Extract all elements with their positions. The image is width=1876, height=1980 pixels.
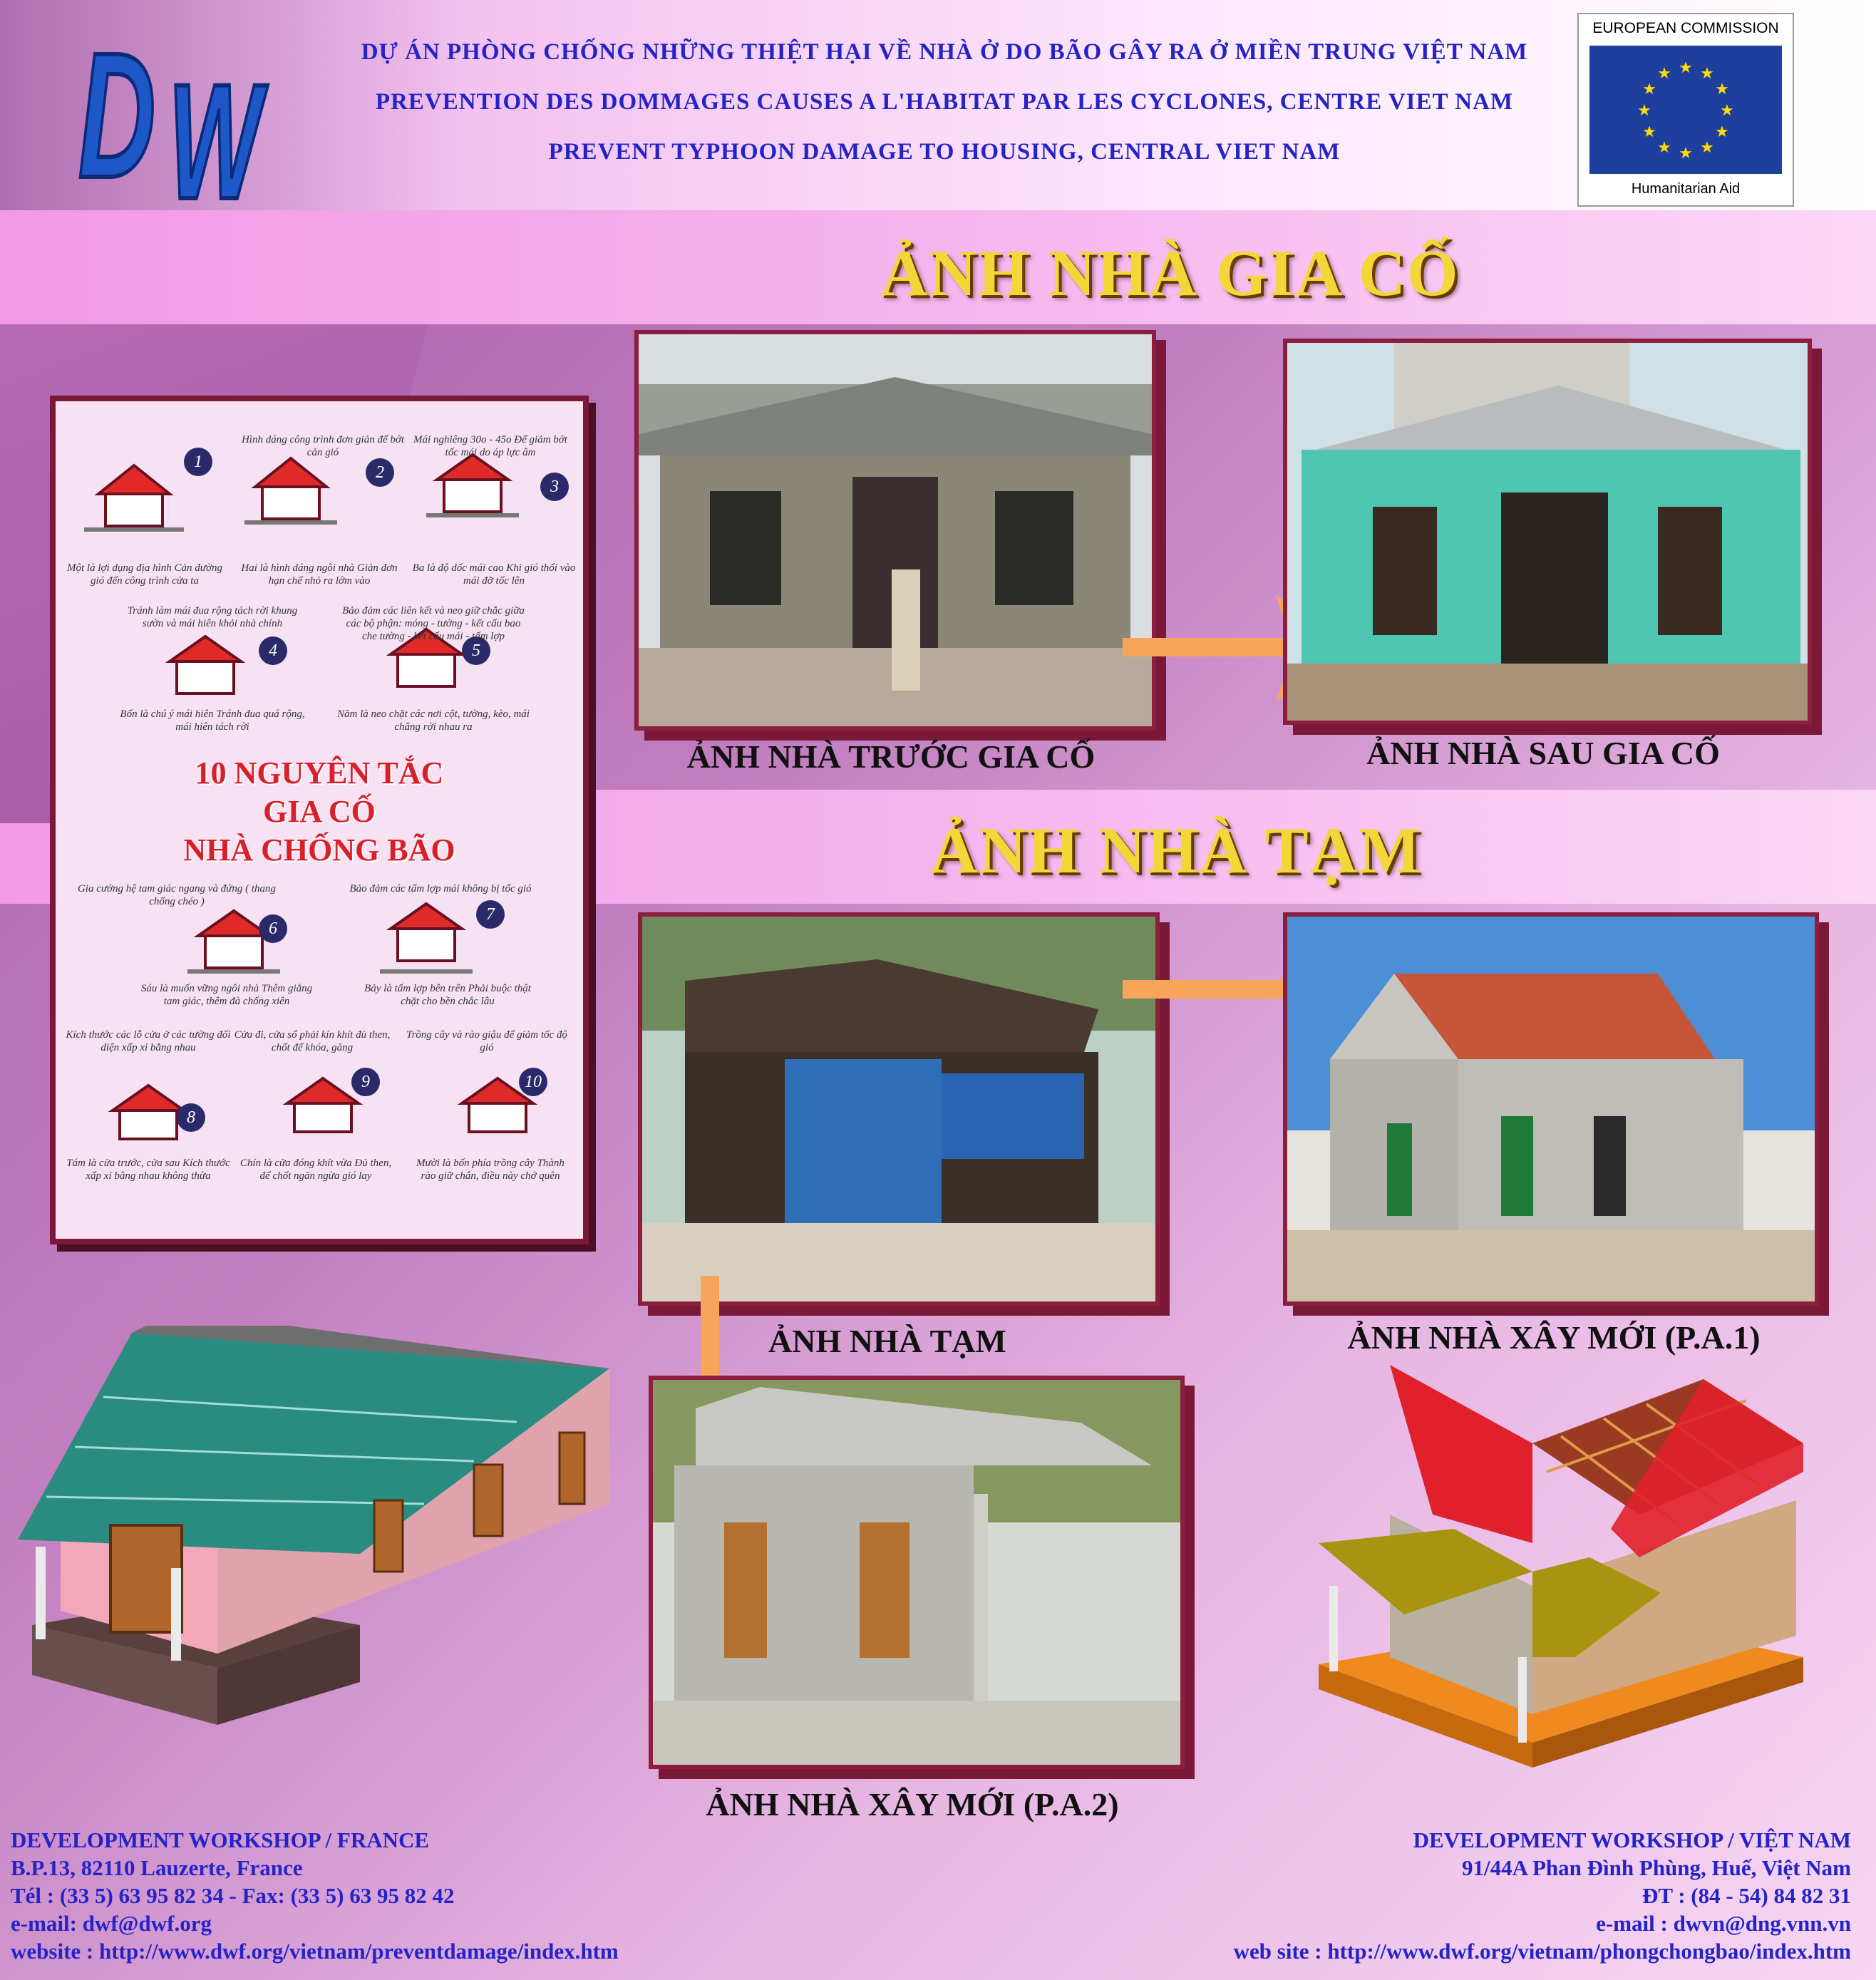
svg-text:★: ★ <box>1657 139 1671 157</box>
eu-flag-icon <box>1589 46 1782 174</box>
header-title-vi: DỰ ÁN PHÒNG CHỐNG NHỮNG THIỆT HẠI VỀ NHÀ Ở DO BÃO GÂY RA Ở MIỀN TRUNG VIỆT NAM <box>361 39 1528 65</box>
poster-title-line-2: GIA CỐ <box>263 794 376 829</box>
footer-left-website[interactable]: website : http://www.dwf.org/vietnam/preventdamage/index.htm <box>11 1939 619 1964</box>
principle-6-text: Sáu là muốn vững ngôi nhà Thêm giằng tam giác, thêm đà chống xiên <box>140 983 313 1007</box>
header-title-fr: PREVENTION DES DOMMAGES CAUSES A L'HABITAT PAR LES CYCLONES, CENTRE VIET NAM <box>375 89 1514 115</box>
principle-number-6: 6 <box>259 914 287 943</box>
principle-4-heading: Tránh làm mái đua rộng tách rời khung sườn và mái hiên khỏi nhà chính <box>127 605 298 629</box>
principle-9-text: Chín là cửa đóng khít vừa Đủ then, để chốt ngăn ngừa gió lay <box>239 1157 392 1182</box>
house-model-left-illustration <box>18 1326 624 1775</box>
header-title-en: PREVENT TYPHOON DAMAGE TO HOUSING, CENTRAL VIET NAM <box>548 139 1341 165</box>
caption-new-pa2: ẢNH NHÀ XÂY MỚI (P.A.2) <box>706 1786 1119 1822</box>
principle-number-2: 2 <box>366 458 394 487</box>
principle-number-4: 4 <box>259 636 287 665</box>
principle-10-heading: Trồng cây và rào giậu để giảm tốc độ gió <box>406 1029 567 1053</box>
footer-left-org: DEVELOPMENT WORKSHOP / FRANCE <box>11 1827 430 1852</box>
principle-9-heading: Cửa đi, cửa sổ phải kín khít đủ then, chốt để khóa, găng <box>234 1029 391 1053</box>
principle-10-text: Mười là bốn phía trồng cây Thành rào giữ chắn, điều này chớ quên <box>416 1157 565 1182</box>
footer-right-phone: ĐT : (84 - 54) 84 82 31 <box>1642 1883 1851 1908</box>
photo-house-before <box>634 330 1156 731</box>
photo-new-house-pa2 <box>649 1376 1185 1769</box>
svg-text:D: D <box>78 15 156 205</box>
ec-title: EUROPEAN COMMISSION <box>1592 20 1779 36</box>
poster-title-line-3: NHÀ CHỐNG BÃO <box>183 832 455 867</box>
footer-right-website[interactable]: web site : http://www.dwf.org/vietnam/phongchongbao/index.htm <box>1233 1939 1851 1964</box>
section-title-reinforced: ẢNH NHÀ GIA CỐ <box>880 237 1460 309</box>
footer-left <box>11 1826 619 1965</box>
svg-text:★: ★ <box>1679 145 1693 163</box>
photo-temporary-house <box>638 912 1160 1306</box>
ten-principles-poster <box>50 396 589 1244</box>
principle-number-7: 7 <box>476 900 505 929</box>
photo-new-house-pa1 <box>1283 912 1819 1306</box>
principle-number-9: 9 <box>351 1068 380 1096</box>
section-title-temporary: ẢNH NHÀ TẠM <box>930 814 1422 887</box>
footer-right-email[interactable]: e-mail : dwvn@dng.vnn.vn <box>1596 1911 1851 1936</box>
svg-text:★: ★ <box>1642 123 1656 141</box>
principle-2-heading: Hình dáng công trình đơn giản để bớt cản gió <box>241 434 405 458</box>
svg-text:W: W <box>168 50 262 205</box>
caption-after: ẢNH NHÀ SAU GIA CỐ <box>1366 735 1720 771</box>
svg-text:★: ★ <box>1637 102 1651 120</box>
principle-7-heading: Bảo đảm các tấm lợp mái không bị tốc gió <box>349 883 532 894</box>
svg-text:★: ★ <box>1720 102 1734 120</box>
caption-before: ẢNH NHÀ TRƯỚC GIA CỐ <box>686 738 1096 775</box>
caption-new-pa1: ẢNH NHÀ XÂY MỚI (P.A.1) <box>1347 1319 1761 1356</box>
principle-number-3: 3 <box>540 473 569 501</box>
svg-text:★: ★ <box>1715 123 1729 141</box>
principle-2-text: Hai là hình dáng ngôi nhà Giản đơn hạn chế nhỏ ra lớm vào <box>241 562 398 587</box>
svg-text:★: ★ <box>1679 59 1693 77</box>
principle-6-heading: Gia cường hệ tam giác ngang và đứng ( thang chống chéo ) <box>77 883 277 907</box>
footer-right-org: DEVELOPMENT WORKSHOP / VIỆT NAM <box>1413 1827 1851 1852</box>
svg-text:★: ★ <box>1642 81 1656 98</box>
footer-right-address: 91/44A Phan Đình Phùng, Huế, Việt Nam <box>1461 1855 1851 1880</box>
svg-text:★: ★ <box>1715 81 1729 98</box>
principle-5-text: Năm là neo chặt các nơi cột, tường, kèo, mái chẳng rời nhau ra <box>337 708 530 733</box>
svg-text:★: ★ <box>1700 139 1714 157</box>
principle-8-heading: Kích thước các lỗ cửa ở các tường đối diện xấp xỉ bằng nhau <box>66 1029 231 1053</box>
principle-number-1: 1 <box>184 448 212 476</box>
svg-text:★: ★ <box>1657 65 1671 83</box>
photo-house-after <box>1283 339 1812 725</box>
principle-3-text: Ba là độ dốc mái cao Khi gió thổi vào mái đỡ tốc lên <box>412 562 576 587</box>
ec-subtitle: Humanitarian Aid <box>1631 181 1741 197</box>
caption-temporary: ẢNH NHÀ TẠM <box>768 1323 1006 1359</box>
dw-logo <box>78 13 292 205</box>
principle-5-heading: Bảo đảm các liên kết và neo giữ chắc giữa các bộ phận: móng - tường - kết cấu bao che tường - kết cấu mái - tấm lợp <box>342 605 525 642</box>
poster-title-line-1: 10 NGUYÊN TẮC <box>195 756 444 790</box>
principle-4-text: Bốn là chú ý mái hiên Tránh đua quá rộng, mái hiên tách rời <box>120 708 305 733</box>
footer-left-phone: Tél : (33 5) 63 95 82 34 - Fax: (33 5) 63 95 82 42 <box>11 1883 455 1908</box>
footer-right <box>1234 1826 1851 1965</box>
principle-7-text: Bảy là tấm lợp bên trên Phải buộc thật chặt cho bền chắc lâu <box>364 983 531 1007</box>
principle-number-8: 8 <box>177 1103 205 1132</box>
house-model-right-illustration <box>1304 1358 1828 1771</box>
footer-left-email[interactable]: e-mail: dwf@dwf.org <box>11 1911 212 1936</box>
footer-left-address: B.P.13, 82110 Lauzerte, France <box>11 1855 303 1880</box>
principle-3-heading: Mái nghiêng 30o - 45o Để giảm bớt tốc mái do áp lực âm <box>413 434 567 458</box>
principle-1-text: Một là lợi dụng địa hình Cản đường gió đến công trình cửa ta <box>67 562 222 587</box>
principle-number-5: 5 <box>462 636 490 665</box>
poster-title <box>56 754 583 870</box>
principle-8-text: Tám là cửa trước, cửa sau Kích thước xấp xỉ bằng nhau không thừa <box>66 1157 230 1182</box>
european-commission-logo <box>1577 13 1794 207</box>
principle-number-10: 10 <box>519 1068 547 1096</box>
svg-text:★: ★ <box>1700 65 1714 83</box>
